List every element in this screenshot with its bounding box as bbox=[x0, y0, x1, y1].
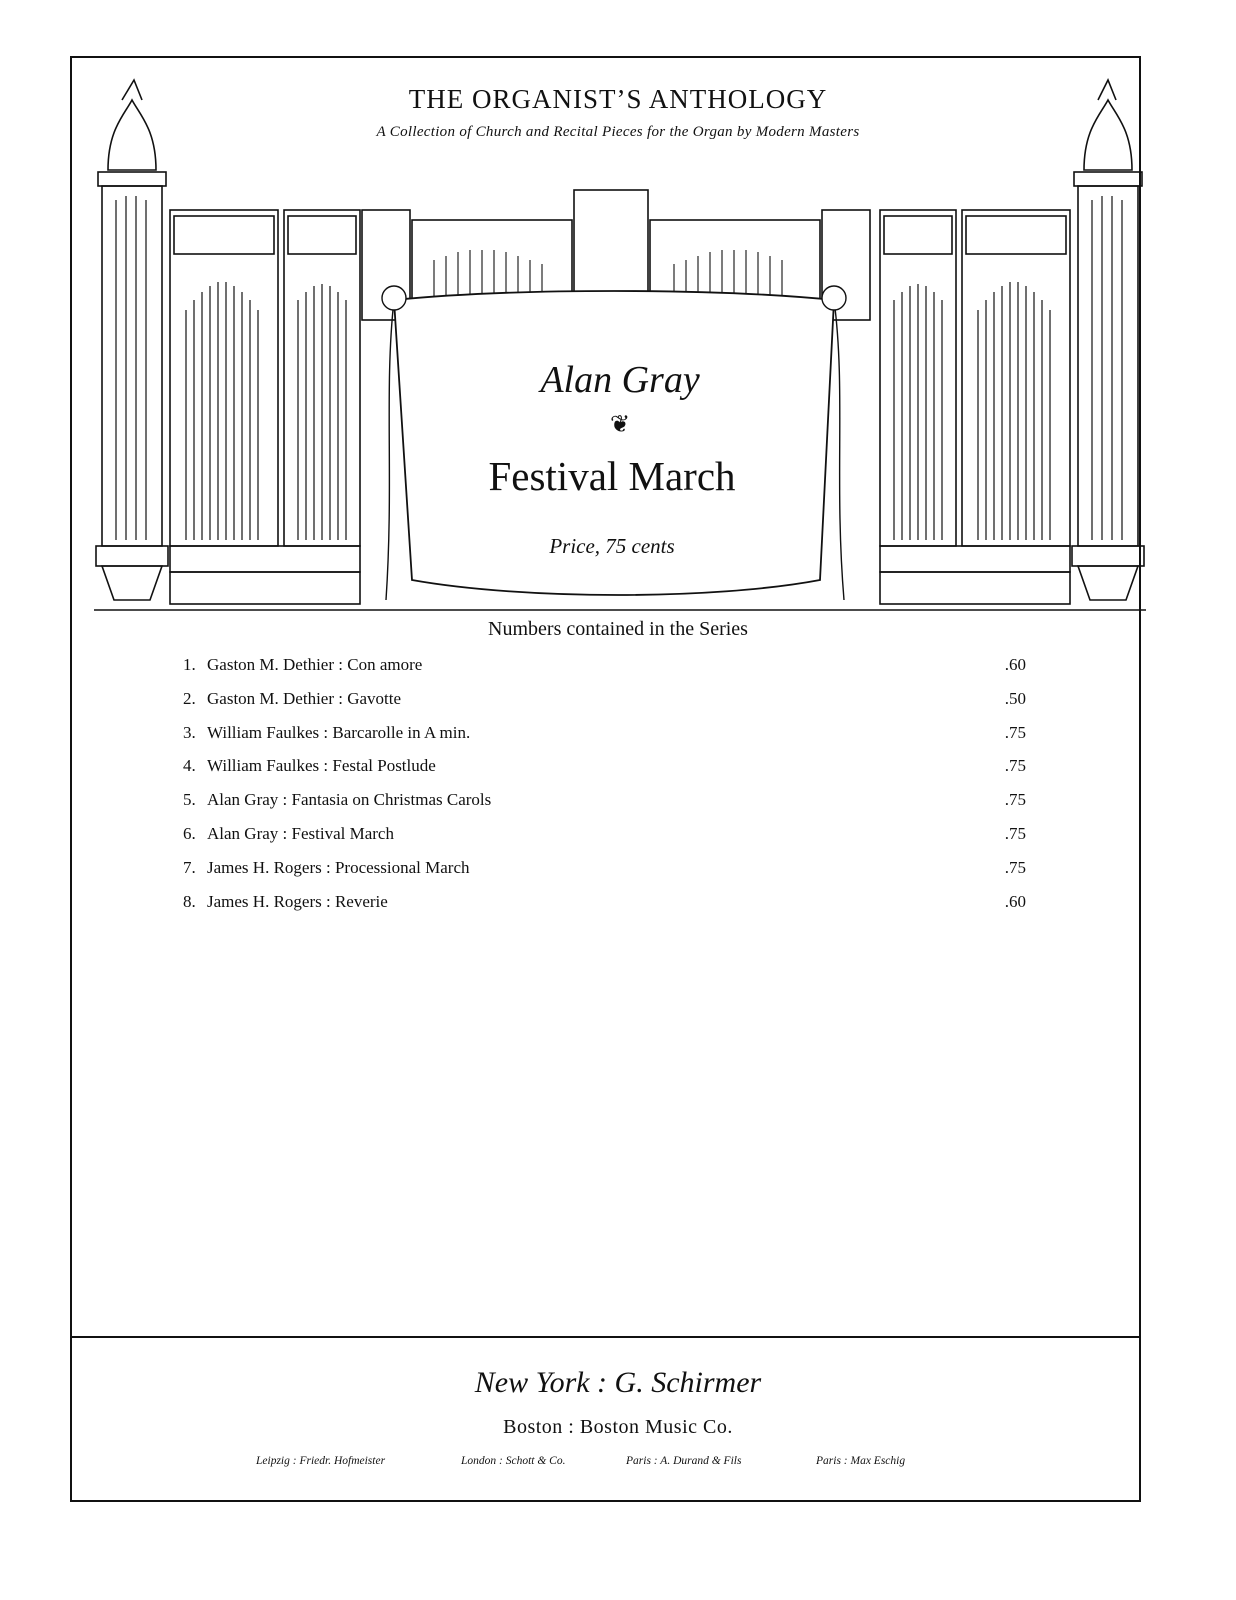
item-price: .60 bbox=[1004, 891, 1026, 911]
item-number: 6. bbox=[183, 823, 196, 843]
item-price: .50 bbox=[1004, 688, 1026, 708]
footer-divider bbox=[70, 1336, 1141, 1338]
item-price: .60 bbox=[1004, 655, 1026, 674]
item-number: 5. bbox=[183, 790, 196, 810]
item-price: .75 bbox=[1004, 756, 1026, 776]
agent-leipzig: Leipzig : Friedr. Hofmeister bbox=[256, 1455, 386, 1467]
cover-price: Price, 75 cents bbox=[549, 534, 675, 558]
series-list-heading: Numbers contained in the Series bbox=[488, 618, 748, 640]
composer-name: Alan Gray bbox=[540, 359, 700, 401]
series-title: THE ORGANIST’S ANTHOLOGY bbox=[408, 84, 828, 114]
agent-london: London : Schott & Co. bbox=[461, 1455, 566, 1467]
item-text: Alan Gray : Festival March bbox=[207, 823, 394, 843]
item-number: 7. bbox=[183, 857, 196, 877]
agent-paris-durand: Paris : A. Durand & Fils bbox=[626, 1455, 742, 1467]
list-item bbox=[183, 889, 1043, 923]
item-text: William Faulkes : Barcarolle in A min. bbox=[207, 722, 471, 742]
item-number: 1. bbox=[183, 655, 196, 674]
item-text: James H. Rogers : Processional March bbox=[207, 857, 470, 877]
fleuron-ornament: ❦ bbox=[609, 412, 631, 438]
list-item bbox=[183, 787, 1043, 821]
item-number: 4. bbox=[183, 756, 196, 776]
publisher-main: New York : G. Schirmer bbox=[474, 1366, 762, 1399]
list-item bbox=[183, 821, 1043, 855]
item-text: Gaston M. Dethier : Gavotte bbox=[207, 688, 402, 708]
item-price: .75 bbox=[1004, 823, 1026, 843]
publisher-boston: Boston : Boston Music Co. bbox=[503, 1416, 733, 1438]
item-text: James H. Rogers : Reverie bbox=[207, 891, 388, 911]
item-price: .75 bbox=[1004, 857, 1026, 877]
item-text: William Faulkes : Festal Postlude bbox=[207, 756, 436, 776]
list-item bbox=[183, 686, 1043, 720]
item-price: .75 bbox=[1004, 722, 1026, 742]
agent-paris-eschig: Paris : Max Eschig bbox=[816, 1455, 906, 1467]
series-list bbox=[183, 652, 1043, 922]
list-item bbox=[183, 855, 1043, 889]
item-price: .75 bbox=[1004, 790, 1026, 810]
publisher-agents bbox=[256, 1455, 956, 1467]
list-item bbox=[183, 753, 1043, 787]
work-title: Festival March bbox=[488, 453, 736, 499]
item-number: 2. bbox=[183, 688, 196, 708]
list-item bbox=[183, 652, 1043, 686]
item-number: 8. bbox=[183, 891, 196, 911]
item-text: Gaston M. Dethier : Con amore bbox=[207, 655, 423, 674]
list-item bbox=[183, 720, 1043, 754]
item-text: Alan Gray : Fantasia on Christmas Carols bbox=[207, 790, 492, 810]
item-number: 3. bbox=[183, 722, 196, 742]
series-subtitle: A Collection of Church and Recital Pieces for the Organ by Modern Masters bbox=[376, 124, 860, 140]
